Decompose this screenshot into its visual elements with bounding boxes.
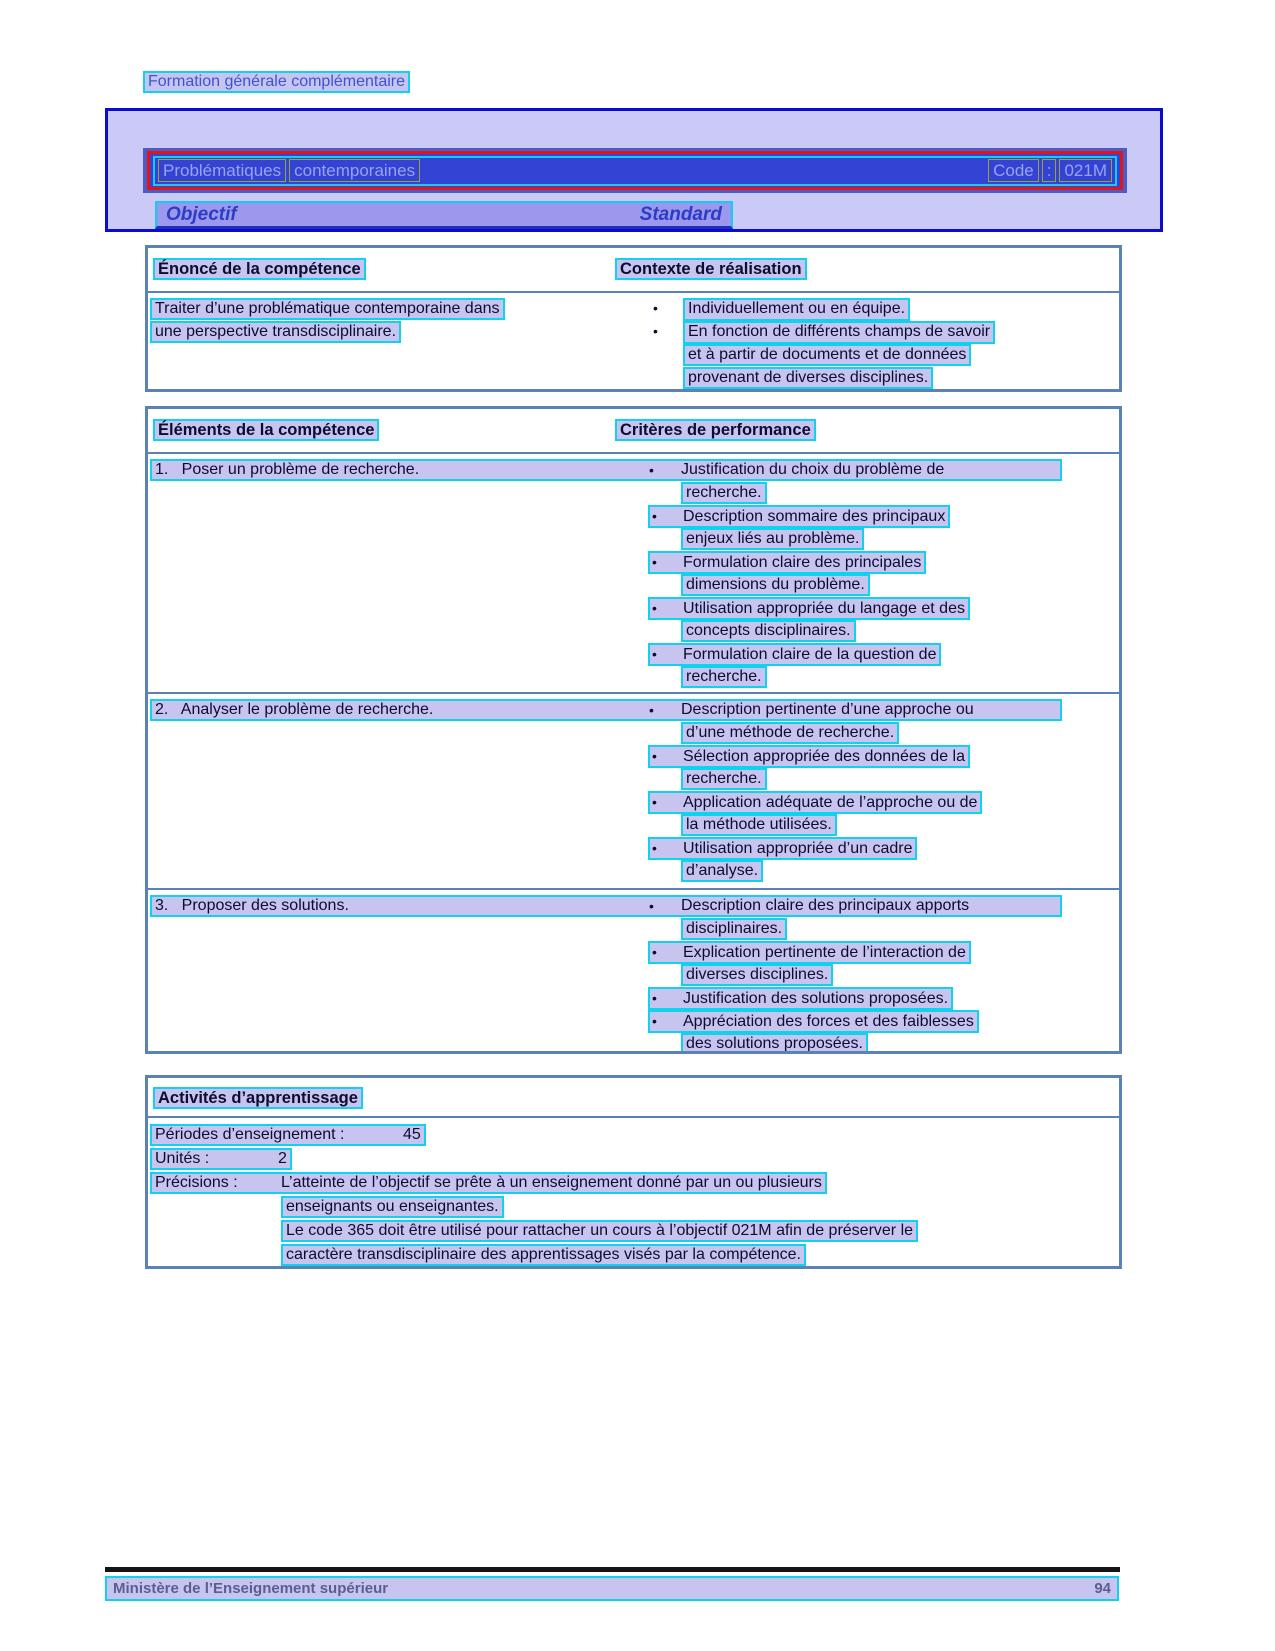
text-line: recherche.: [681, 768, 767, 790]
element-item: 2. Analyser le problème de recherche.: [155, 701, 434, 718]
bullet-icon: •: [649, 462, 654, 478]
bullet-icon: •: [653, 323, 658, 339]
text-line: Traiter d’une problématique contemporaine dans: [150, 298, 505, 320]
units-line: [150, 1148, 292, 1170]
code-value: 021M: [1059, 159, 1112, 182]
course-banner: [143, 148, 1127, 193]
bullet-icon: •: [649, 702, 654, 718]
column-header: Contexte de réalisation: [615, 258, 807, 280]
precisions-label: Précisions :: [155, 1174, 238, 1191]
text-line: caractère transdisciplinaire des apprentissages visés par la compétence.: [281, 1244, 806, 1266]
bullet-icon: •: [652, 990, 657, 1006]
bullet-icon: •: [652, 944, 657, 960]
text-line: et à partir de documents et de données: [683, 344, 971, 366]
text-line: Description pertinente d’une approche ou: [681, 701, 974, 718]
text-line: Description claire des principaux apports: [681, 897, 970, 914]
text-line: diverses disciplines.: [681, 964, 833, 986]
element-item: 1. Poser un problème de recherche.: [155, 461, 420, 478]
ministry-label: Ministère de l’Enseignement supérieur: [113, 1580, 389, 1597]
banner-content: [153, 156, 1117, 186]
precisions-line: [150, 1172, 827, 1194]
activities-body: [148, 1118, 1119, 1268]
banner-title-word: Problématiques: [158, 159, 286, 182]
periods-value: 45: [403, 1126, 421, 1143]
criteria-column: [648, 722, 1119, 883]
elements-table-header: [148, 409, 1119, 452]
enonce-table-body: [148, 291, 1119, 390]
competence-statement: [148, 298, 650, 390]
section-title: Activités d’apprentissage: [153, 1087, 363, 1109]
periods-label: Périodes d’enseignement :: [155, 1126, 345, 1143]
text-line: • Description sommaire des principaux: [648, 505, 950, 528]
bullet-icon: •: [652, 748, 657, 764]
text-line: • Justification des solutions proposées.: [648, 987, 953, 1010]
column-header: Énoncé de la compétence: [153, 258, 366, 280]
text-line: Le code 365 doit être utilisé pour rattacher un cours à l’objectif 021M afin de préserver le: [281, 1220, 918, 1242]
text-line: L’atteinte de l’objectif se prête à un enseignement donné par un ou plusieurs: [281, 1174, 822, 1191]
column-header: Critères de performance: [615, 419, 816, 441]
bullet-icon: •: [649, 898, 654, 914]
footer-rule: [105, 1567, 1120, 1572]
enonce-table-header: [148, 248, 1119, 291]
text-line: • Explication pertinente de l’interaction de: [648, 941, 971, 964]
text-line: enjeux liés au problème.: [681, 528, 864, 550]
bullet-icon: •: [652, 600, 657, 616]
table-row: [148, 452, 1119, 692]
text-line: des solutions proposées.: [681, 1033, 868, 1054]
bullet-icon: •: [653, 300, 658, 316]
table-row: [148, 888, 1119, 1054]
text-line: disciplinaires.: [681, 918, 787, 940]
element-item: 3. Proposer des solutions.: [155, 897, 349, 914]
realisation-context: [650, 298, 1119, 390]
text-line: • Sélection appropriée des données de la: [648, 745, 970, 768]
hero-panel: [105, 108, 1163, 232]
text-line: recherche.: [681, 482, 767, 504]
bullet-icon: •: [652, 646, 657, 662]
text-line: une perspective transdisciplinaire.: [150, 321, 401, 343]
text-line: • Utilisation appropriée du langage et des: [648, 597, 970, 620]
text-line: d’une méthode de recherche.: [681, 722, 899, 744]
row-first-line: [150, 895, 1062, 917]
banner-code: [988, 159, 1112, 182]
text-line: recherche.: [681, 666, 767, 688]
page-number: 94: [1094, 1580, 1111, 1597]
page-footer: [105, 1576, 1119, 1601]
table-row: [148, 692, 1119, 888]
text-line: la méthode utilisées.: [681, 814, 837, 836]
elements-table: [145, 406, 1122, 1054]
column-header: Éléments de la compétence: [153, 419, 379, 441]
enonce-table: [145, 245, 1122, 392]
text-line: • Formulation claire des principales: [648, 551, 926, 574]
banner-frame: [147, 151, 1123, 190]
text-line: d’analyse.: [681, 860, 763, 882]
row-first-line: [150, 699, 1062, 721]
text-line: concepts disciplinaires.: [681, 620, 856, 642]
activities-header: [148, 1078, 1119, 1118]
bullet-icon: •: [652, 840, 657, 856]
criteria-column: [648, 482, 1119, 689]
text-line: enseignants ou enseignantes.: [281, 1196, 504, 1218]
bullet-icon: •: [652, 1013, 657, 1029]
text-line: • Utilisation appropriée d’un cadre: [648, 837, 917, 860]
criteria-column: [648, 918, 1119, 1054]
text-line: • Formulation claire de la question de: [648, 643, 941, 666]
text-line: Individuellement ou en équipe.: [683, 298, 910, 321]
bullet-icon: •: [652, 508, 657, 524]
row-first-line: [150, 459, 1062, 481]
text-line: • Application adéquate de l’approche ou de: [648, 791, 982, 814]
banner-title: [158, 159, 420, 182]
text-line: provenant de diverses disciplines.: [683, 367, 933, 389]
activities-table: [145, 1075, 1122, 1269]
text-line: dimensions du problème.: [681, 574, 870, 596]
objectif-label: Objectif: [166, 203, 237, 225]
text-line: • Appréciation des forces et des faiblesses: [648, 1010, 979, 1033]
text-line: Justification du choix du problème de: [681, 461, 945, 478]
banner-title-word: contemporaines: [289, 159, 420, 182]
standard-label: Standard: [639, 203, 722, 225]
objectif-standard-strip: [155, 201, 733, 229]
units-label: Unités :: [155, 1150, 210, 1167]
periods-line: [150, 1124, 426, 1146]
text-line: En fonction de différents champs de savoir: [683, 321, 995, 344]
bullet-icon: •: [652, 794, 657, 810]
bullet-icon: •: [652, 554, 657, 570]
units-value: 2: [278, 1150, 287, 1167]
code-label: Code: [988, 159, 1039, 182]
code-separator: :: [1042, 159, 1057, 182]
page-header: Formation générale complémentaire: [143, 71, 410, 93]
